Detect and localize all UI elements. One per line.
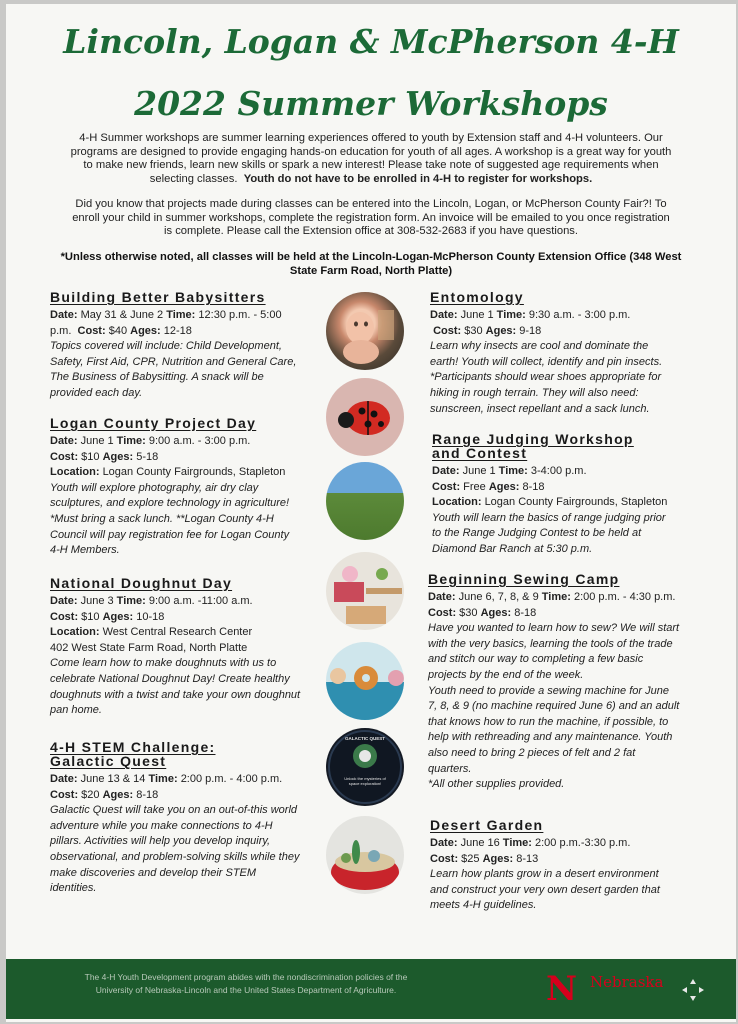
galactic-quest-badge	[326, 728, 404, 806]
desert-garden-photo	[326, 816, 404, 894]
flyer-page	[6, 4, 736, 1022]
nebraska-wordmark: Nebraska	[590, 973, 664, 991]
babysitter-baby-photo	[326, 292, 404, 370]
intro-line: 4-H Summer workshops are summer learning experiences offered to youth by Extension staff and 4-H volunteers. Our	[79, 132, 663, 144]
intro-line: to make new friends, learn new skills or spark a new interest! Please take note of suggested age requirements when	[83, 159, 659, 172]
badge-top-text: GALACTIC QUEST	[345, 736, 385, 741]
nebraska-n-logo: N	[546, 969, 578, 1009]
workshop-title: Range Judging Workshop and Contest	[432, 431, 634, 461]
workshop-title: Desert Garden	[430, 817, 544, 833]
4h-clover-icon	[678, 975, 708, 1005]
workshop-title: Entomology	[430, 289, 524, 305]
doughnuts-photo	[326, 642, 404, 720]
intro-line: is complete. Please call the Extension office at 308-532-2683 if you have questions.	[164, 225, 578, 238]
intro-line: enroll your child in summer workshops, complete the registration form. An invoice will be emailed to you once registration	[72, 211, 670, 224]
footer-bar	[6, 959, 736, 1019]
workshop-title: National Doughnut Day	[50, 575, 233, 591]
ladybug-photo	[326, 378, 404, 456]
intro-paragraph-1	[36, 132, 706, 186]
range-grassland-photo	[326, 462, 404, 540]
crafts-photo	[326, 552, 404, 630]
location-note: *Unless otherwise noted, all classes will be held at the Lincoln-Logan-McPherson County Extension Office (348 West State Farm Road, North Platte)	[60, 251, 682, 277]
enrollment-note: Youth do not have to be enrolled in 4-H to register for workshops.	[243, 172, 593, 185]
intro-line: selecting classes. Youth do not have to be enrolled in 4-H to register for workshops.	[149, 172, 593, 185]
workshop-logan-county-project-day: Logan County Project Day Date: June 1 Time: 9:00 a.m. - 3:00 p.m. Cost: $10 Ages: 5-18 Location: Logan County Fairgrounds, Stapleton Youth will explore photography, air dry clay sculptures, and explore technology in agriculture! *Must bring a sack lunch. **Logan County 4-H Council will pay registration fee for Logan County 4-H Members.	[50, 416, 326, 559]
badge-bottom-text: Unlock the mysteries of space exploration!	[344, 776, 386, 786]
workshop-stem-challenge-galactic-quest: 4-H STEM Challenge: Galactic Quest Date: June 13 & 14 Time: 2:00 p.m. - 4:00 p.m. Cost: $20 Ages: 8-18 Galactic Quest will take you on an out-of-this world adventure while you make connections to 4-H pillars. Activities will help you develop inquiry, observational, and problem-solving skills while they make discoveries and develop their STEM identities.	[50, 740, 326, 897]
title-line-1: Lincoln, Logan & McPherson 4-H	[63, 22, 679, 61]
workshop-range-judging: Range Judging Workshop and Contest Date: June 1 Time: 3-4:00 p.m. Cost: Free Ages: 8-18 Location: Logan County Fairgrounds, Stapleton Youth will learn the basics of range judging prior to the Range Judging Contest to be held at Diamond Bar Ranch at 5:30 p.m.	[432, 432, 722, 558]
workshop-title: Logan County Project Day	[50, 415, 257, 431]
workshop-title: Building Better Babysitters	[50, 289, 266, 305]
intro-line: programs are designed to provide engaging hands-on education for youth of all ages. A workshop is a great way for youth	[70, 145, 672, 158]
workshop-entomology: Entomology Date: June 1 Time: 9:30 a.m. - 3:00 p.m. Cost: $30 Ages: 9-18 Learn why insects are cool and dominate the earth! Youth will collect, identify and pin insects. *Participants should wear shoes appropriate for hiking in rough terrain. They will also need: sunscreen, insect repellant and a sack lunch.	[430, 290, 720, 417]
intro-line: Did you know that projects made during classes can be entered into the Lincoln, Logan, or McPherson County Fair?! To	[75, 198, 667, 210]
title-line-2: 2022 Summer Workshops	[134, 84, 608, 123]
workshop-beginning-sewing-camp: Beginning Sewing Camp Date: June 6, 7, 8, & 9 Time: 2:00 p.m. - 4:30 p.m. Cost: $30 Ages: 8-18 Have you wanted to learn how to sew? We will start with the very basics, learning the tools of the trade and stitch our way to completing a few basic projects by the end of the week. Youth need to provide a sewing machine for June 7, 8, & 9 (no machine required June 6) and an adult that knows how to run the machine, if possible, to help with rethreading and any maintenance. Youth also need to bring 2 pieces of felt and 2 fat quarters. *All other supplies provided.	[428, 572, 722, 793]
workshop-title: Beginning Sewing Camp	[428, 571, 620, 587]
workshop-building-better-babysitters: Building Better Babysitters Date: May 31 & June 2 Time: 12:30 p.m. - 5:00 p.m. Cost: $40 Ages: 12-18 Topics covered will include: Child Development, Safety, First Aid, CPR, Nutrition and General Care, The Business of Babysitting. A snack will be provided each day.	[50, 290, 326, 402]
workshop-national-doughnut-day: National Doughnut Day Date: June 3 Time: 9:00 a.m. -11:00 a.m. Cost: $10 Ages: 10-18 Location: West Central Research Center 402 West State Farm Road, North Platte Come learn how to make doughnuts with us to celebrate National Doughnut Day! Create healthy doughnuts with a twist and take your own doughnut pan home.	[50, 576, 326, 719]
workshop-desert-garden: Desert Garden Date: June 16 Time: 2:00 p.m.-3:30 p.m. Cost: $25 Ages: 8-13 Learn how plants grow in a desert environment and construct your very own desert garden that meets 4-H guidelines.	[430, 818, 720, 914]
intro-paragraph-2	[36, 198, 706, 239]
nondiscrimination-statement: The 4-H Youth Development program abides with the nondiscrimination policies of the University of Nebraska-Lincoln and the United States Department of Agriculture.	[84, 972, 408, 995]
workshop-title: 4-H STEM Challenge: Galactic Quest	[50, 739, 216, 769]
